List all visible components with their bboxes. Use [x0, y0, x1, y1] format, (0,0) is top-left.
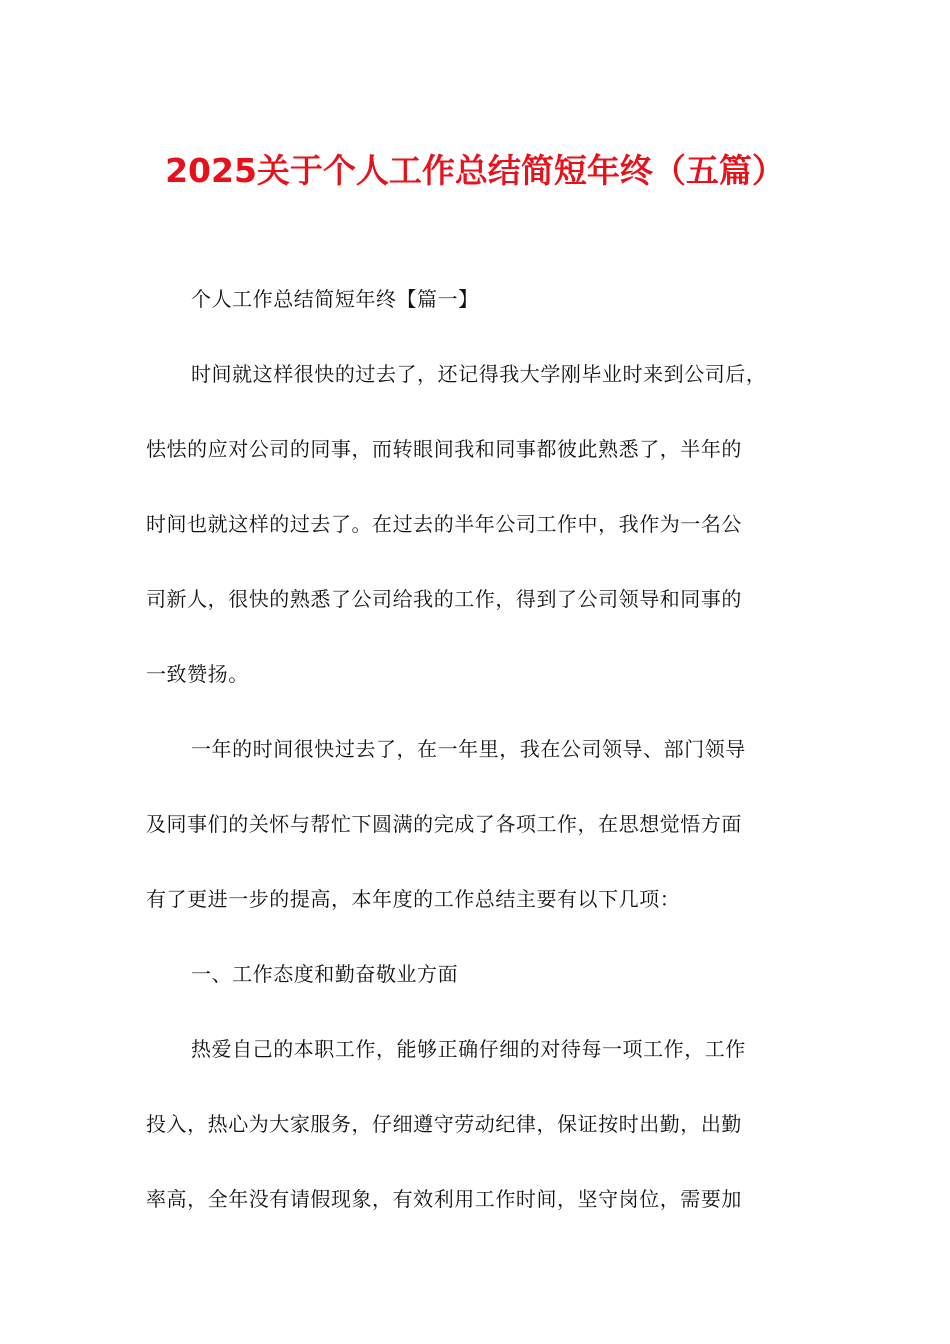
- paragraph-line: 一致赞扬。: [146, 662, 249, 686]
- paragraph-line: 有了更进一步的提高，本年度的工作总结主要有以下几项：: [146, 887, 681, 911]
- paragraph-line: 时间也就这样的过去了。在过去的半年公司工作中，我作为一名公: [146, 512, 742, 536]
- paragraph-line: 及同事们的关怀与帮忙下圆满的完成了各项工作，在思想觉悟方面: [146, 812, 742, 836]
- paragraph-line: 怯怯的应对公司的同事，而转眼间我和同事都彼此熟悉了，半年的: [146, 437, 742, 461]
- paragraph-line: 投入，热心为大家服务，仔细遵守劳动纪律，保证按时出勤，出勤: [146, 1112, 742, 1136]
- paragraph-line: 率高，全年没有请假现象，有效利用工作时间，坚守岗位，需要加: [146, 1187, 742, 1211]
- paragraph-line: 一年的时间很快过去了，在一年里，我在公司领导、部门领导: [191, 737, 746, 761]
- subsection-heading: 一、工作态度和勤奋敬业方面: [191, 962, 459, 986]
- document-body: [146, 281, 804, 1256]
- paragraph-line: 时间就这样很快的过去了，还记得我大学刚毕业时来到公司后，: [191, 362, 767, 386]
- section-heading: 个人工作总结简短年终【篇一】: [191, 287, 479, 311]
- paragraph-line: 热爱自己的本职工作，能够正确仔细的对待每一项工作，工作: [191, 1037, 746, 1061]
- document-title: 2025关于个人工作总结简短年终（五篇）: [165, 151, 785, 190]
- paragraph-line: 司新人，很快的熟悉了公司给我的工作，得到了公司领导和同事的: [146, 587, 742, 611]
